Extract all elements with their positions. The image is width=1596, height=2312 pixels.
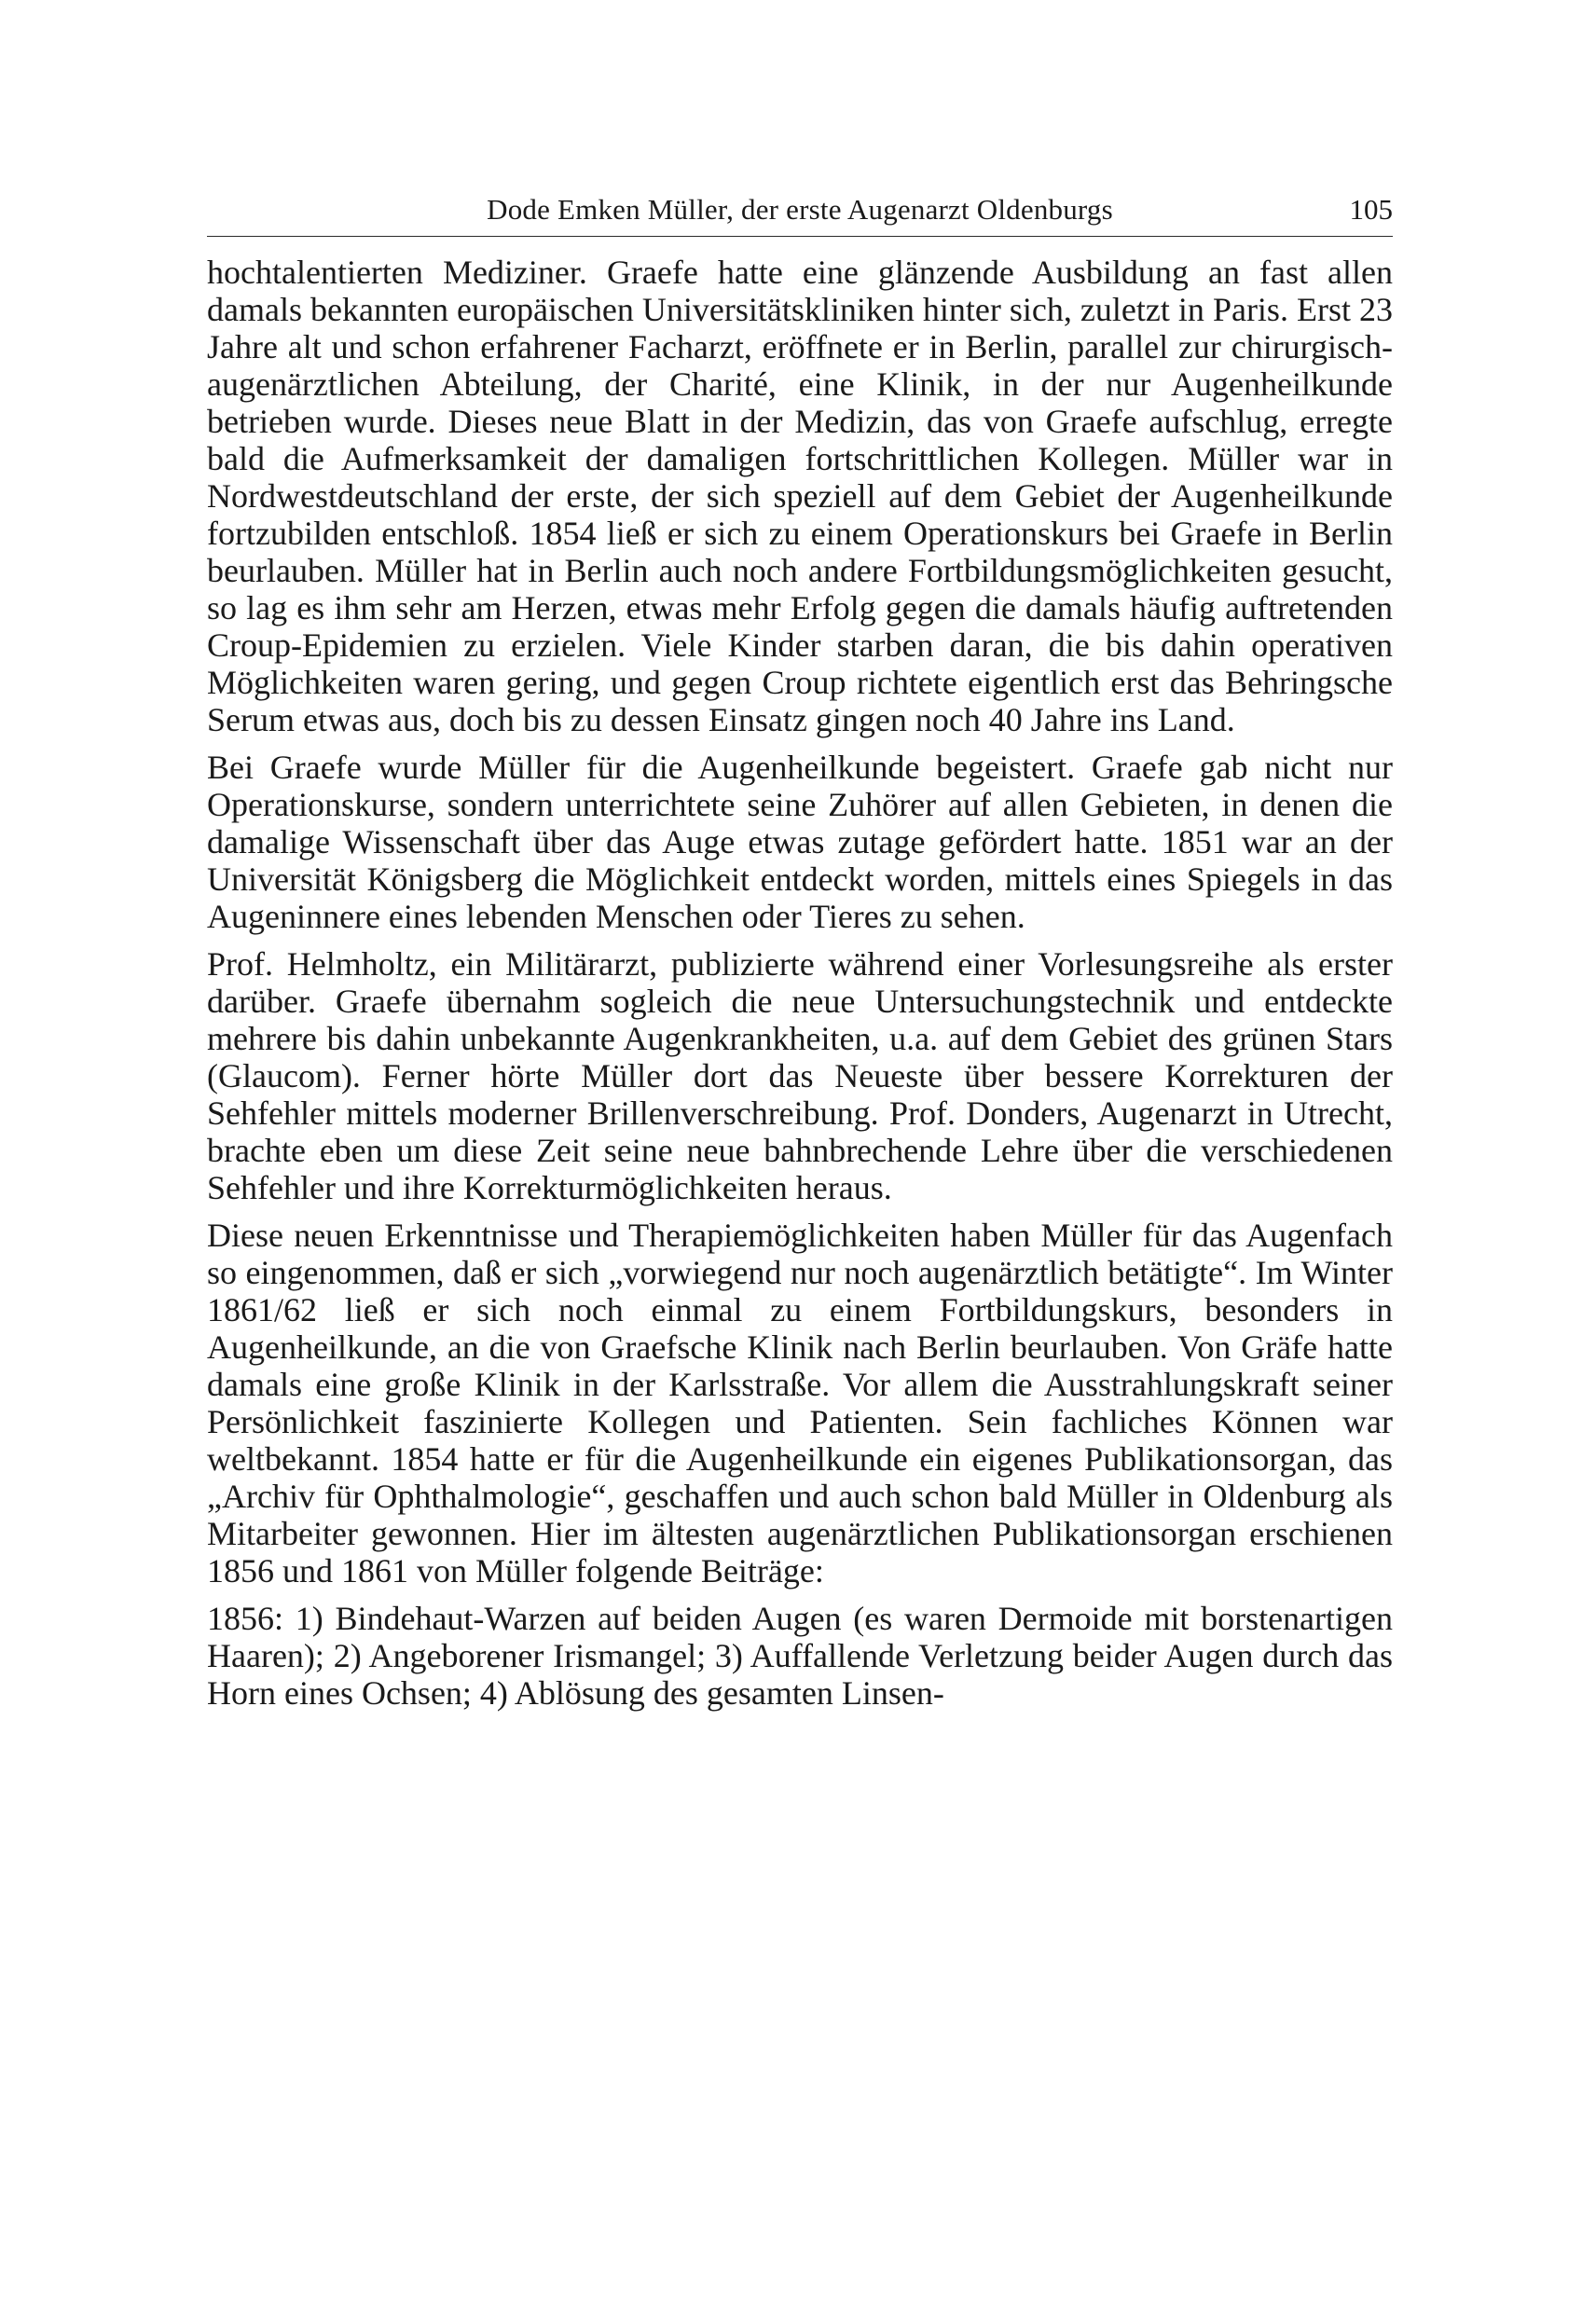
running-title: Dode Emken Müller, der erste Augenarzt Oldenburgs [487, 193, 1113, 226]
paragraph: Bei Graefe wurde Müller für die Augenheilkunde begeistert. Graefe gab nicht nur Operationskurse, sondern unterrichtete seine Zuhörer auf allen Gebieten, in denen die damalige Wissenschaft über das Auge etwas zutage gefördert hatte. 1851 war an der Universität Königsberg die Möglichkeit entdeckt worden, mittels eines Spiegels in das Augeninnere eines lebenden Menschen oder Tieres zu sehen. [207, 749, 1393, 935]
page-number: 105 [1349, 193, 1393, 226]
paragraph: hochtalentierten Mediziner. Graefe hatte eine glänzende Ausbildung an fast allen damals bekannten europäischen Universitätskliniken hinter sich, zuletzt in Paris. Erst 23 Jahre alt und schon erfahrener Facharzt, eröffnete er in Berlin, parallel zur chirurgisch-augenärztlichen Abteilung, der Charité, eine Klinik, in der nur Augenheilkunde betrieben wurde. Dieses neue Blatt in der Medizin, das von Graefe aufschlug, erregte bald die Aufmerksamkeit der damaligen fortschrittlichen Kollegen. Müller war in Nordwestdeutschland der erste, der sich speziell auf dem Gebiet der Augenheilkunde fortzubilden entschloß. 1854 ließ er sich zu einem Operationskurs bei Graefe in Berlin beurlauben. Müller hat in Berlin auch noch andere Fortbildungsmöglichkeiten gesucht, so lag es ihm sehr am Herzen, etwas mehr Erfolg gegen die damals häufig auftretenden Croup-Epidemien zu erzielen. Viele Kinder starben daran, die bis dahin operativen Möglichkeiten waren gering, und gegen Croup richtete eigentlich erst das Behringsche Serum etwas aus, doch bis zu dessen Einsatz gingen noch 40 Jahre ins Land. [207, 254, 1393, 738]
body-text [207, 254, 1393, 1722]
running-header [207, 191, 1393, 237]
paragraph: 1856: 1) Bindehaut-Warzen auf beiden Augen (es waren Dermoide mit borstenartigen Haaren); 2) Angeborener Irismangel; 3) Auffallende Verletzung beider Augen durch das Horn eines Ochsen; 4) Ablösung des gesamten Linsen- [207, 1600, 1393, 1712]
paragraph: Diese neuen Erkenntnisse und Therapiemöglichkeiten haben Müller für das Augenfach so eingenommen, daß er sich „vorwiegend nur noch augenärztlich betätigte“. Im Winter 1861/62 ließ er sich noch einmal zu einem Fortbildungskurs, besonders in Augenheilkunde, an die von Graefsche Klinik nach Berlin beurlauben. Von Gräfe hatte damals eine große Klinik in der Karlsstraße. Vor allem die Ausstrahlungskraft seiner Persönlichkeit faszinierte Kollegen und Patienten. Sein fachliches Können war weltbekannt. 1854 hatte er für die Augenheilkunde ein eigenes Publikationsorgan, das „Archiv für Ophthalmologie“, geschaffen und auch schon bald Müller in Oldenburg als Mitarbeiter gewonnen. Hier im ältesten augenärztlichen Publikationsorgan erschienen 1856 und 1861 von Müller folgende Beiträge: [207, 1217, 1393, 1590]
paragraph: Prof. Helmholtz, ein Militärarzt, publizierte während einer Vorlesungsreihe als erster darüber. Graefe übernahm sogleich die neue Untersuchungstechnik und entdeckte mehrere bis dahin unbekannte Augenkrankheiten, u.a. auf dem Gebiet des grünen Stars (Glaucom). Ferner hörte Müller dort das Neueste über bessere Korrekturen der Sehfehler mittels moderner Brillenverschreibung. Prof. Donders, Augenarzt in Utrecht, brachte eben um diese Zeit seine neue bahnbrechende Lehre über die verschiedenen Sehfehler und ihre Korrekturmöglichkeiten heraus. [207, 945, 1393, 1206]
